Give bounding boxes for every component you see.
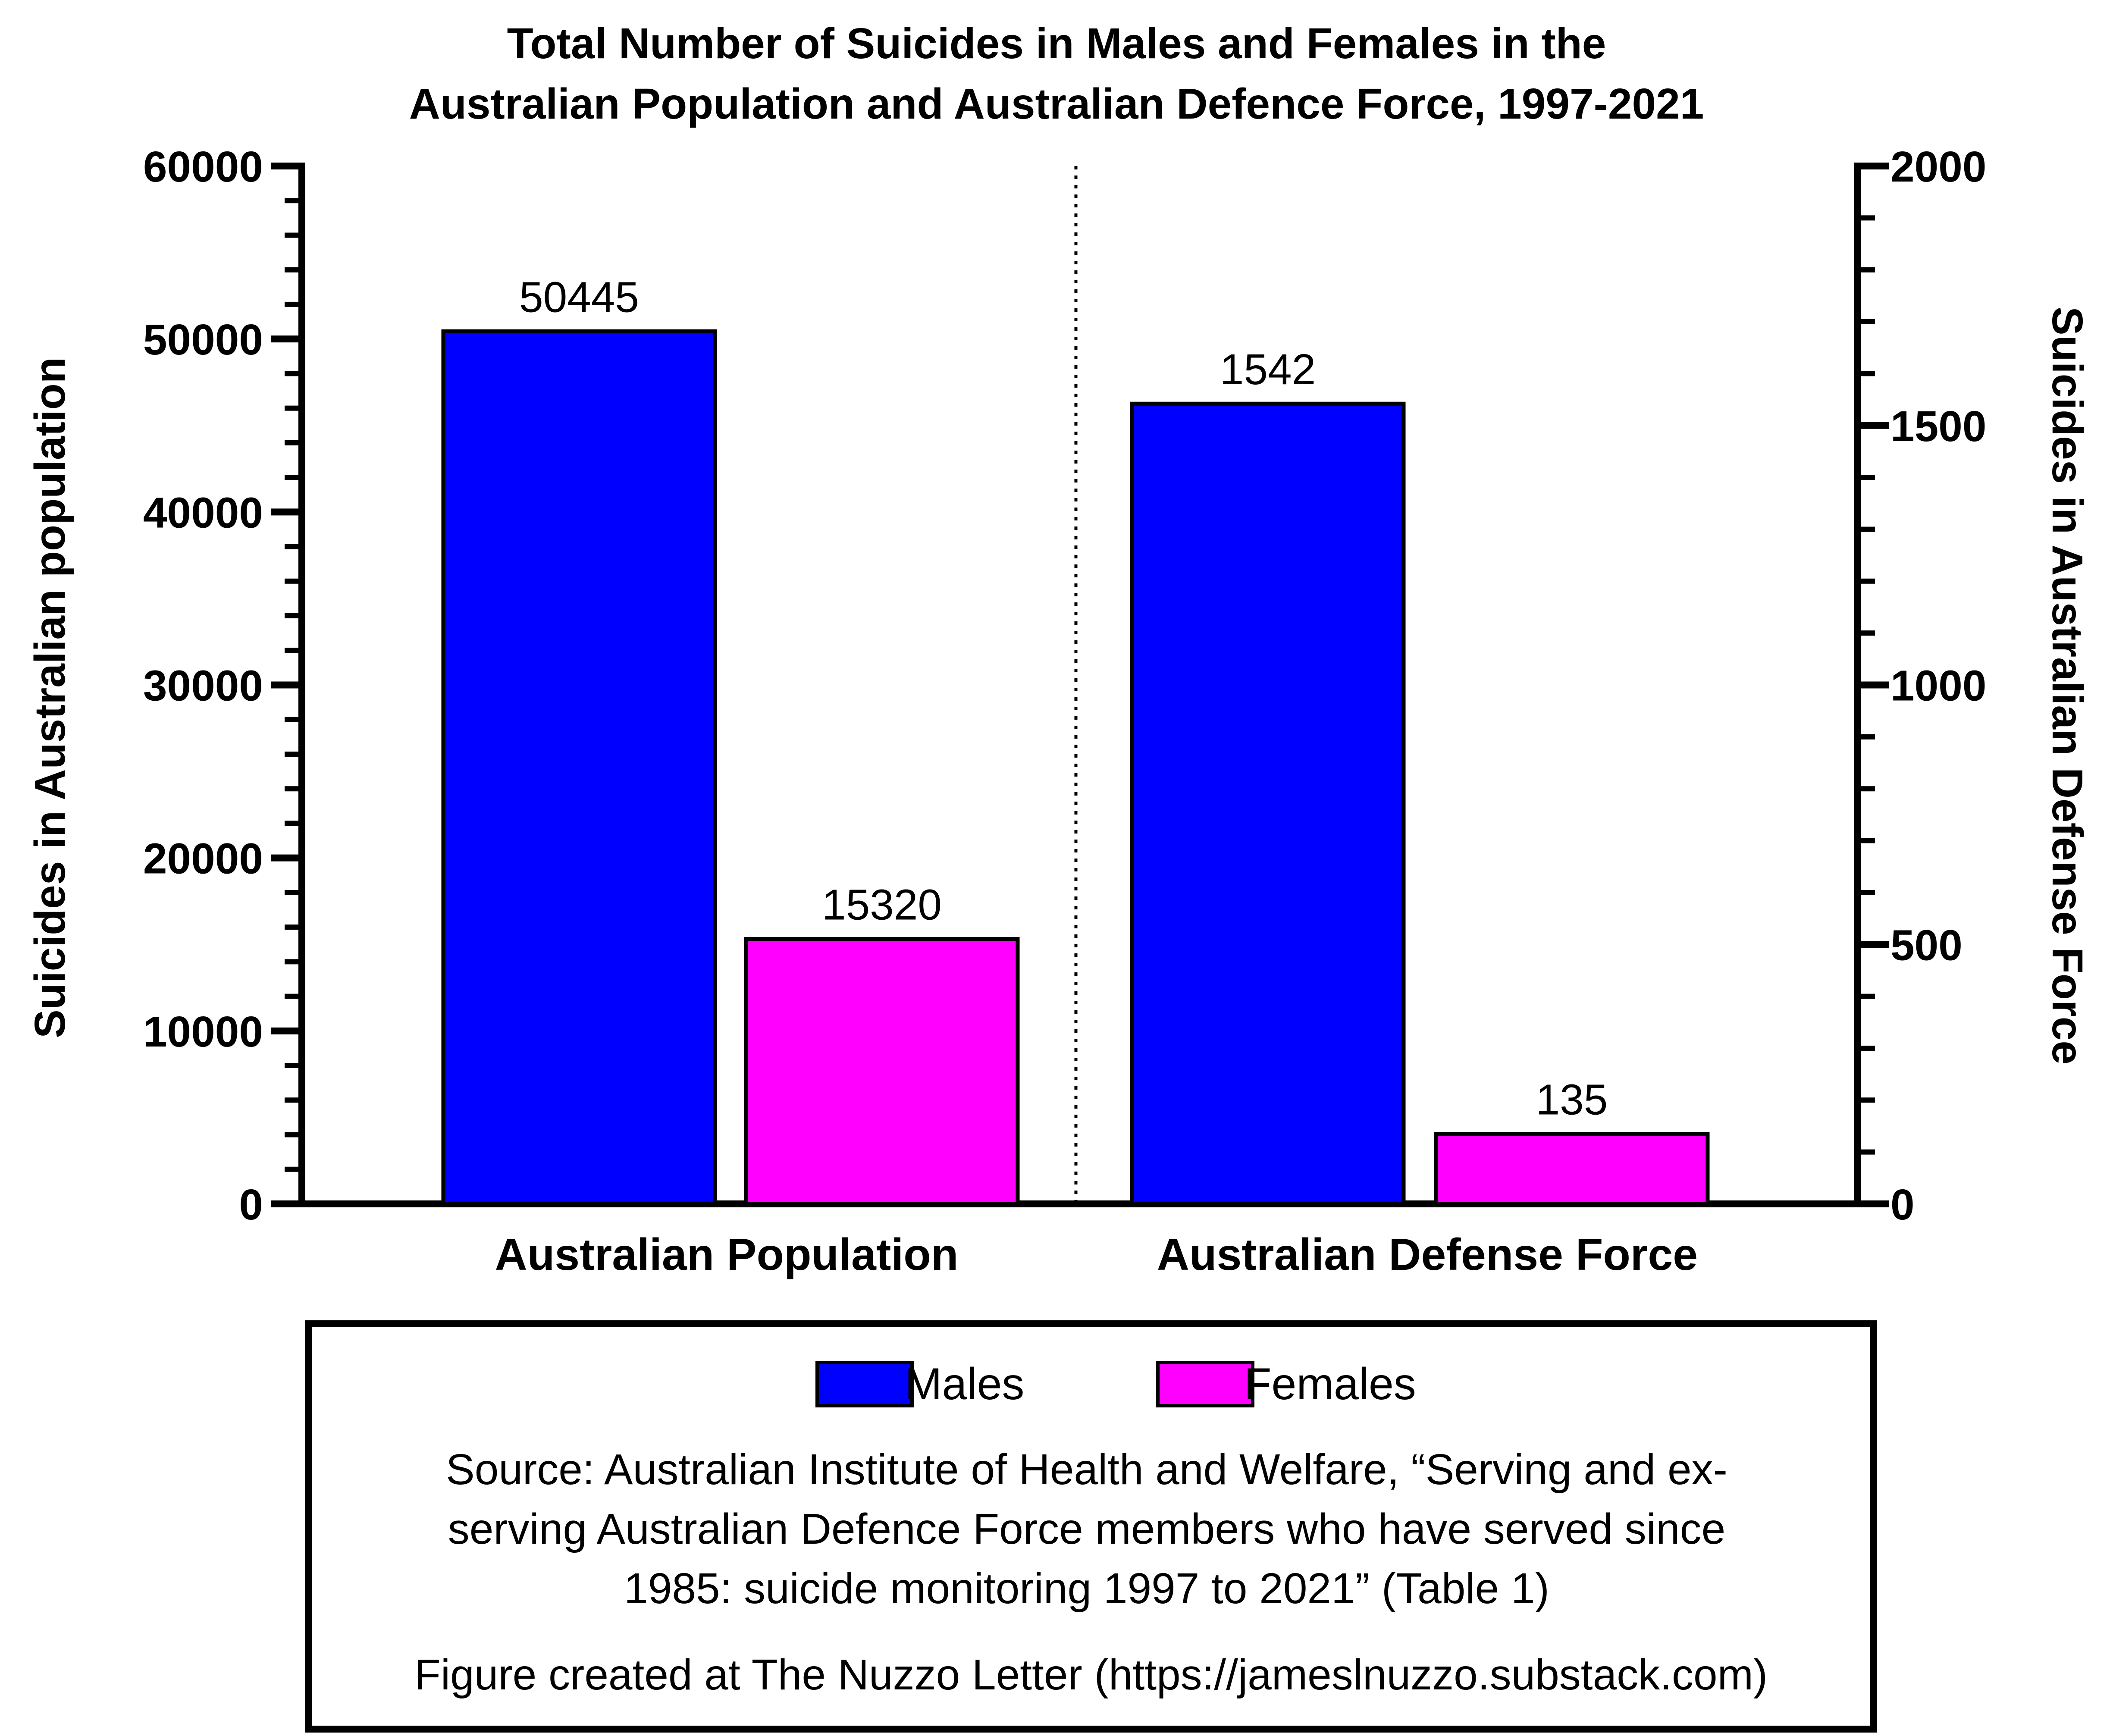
right-axis-title: Suicides in Australian Defense Force	[2043, 307, 2091, 1065]
left-tick-label: 60000	[143, 143, 263, 191]
bar-females-0	[746, 939, 1018, 1204]
source-line-1: Source: Australian Institute of Health and Welfare, “Serving and ex-	[446, 1445, 1727, 1494]
legend-label-males: Males	[905, 1359, 1025, 1409]
credit-line: Figure created at The Nuzzo Letter (https://jameslnuzzo.substack.com)	[414, 1651, 1768, 1699]
right-tick-label: 1500	[1890, 402, 1987, 451]
left-tick-label: 10000	[143, 1007, 263, 1056]
source-line-2: serving Australian Defence Force members who have served since	[448, 1505, 1726, 1553]
legend-swatch-males	[817, 1363, 912, 1406]
right-tick-label: 500	[1890, 921, 1963, 970]
bar-value-label: 1542	[1220, 345, 1316, 394]
bar-value-label: 135	[1536, 1075, 1608, 1124]
chart-title-line-2: Australian Population and Australian Defence Force, 1997-2021	[409, 80, 1704, 128]
category-label-australian-defense-force: Australian Defense Force	[1157, 1230, 1698, 1280]
bar-value-label: 50445	[519, 273, 640, 322]
legend-label-females: Females	[1244, 1359, 1416, 1409]
right-tick-label: 2000	[1890, 143, 1987, 191]
legend-swatch-females	[1158, 1363, 1253, 1406]
left-tick-label: 40000	[143, 489, 263, 537]
bar-males-1	[1132, 404, 1404, 1204]
axes	[143, 143, 1987, 1229]
left-axis-title: Suicides in Australian population	[26, 357, 74, 1038]
left-tick-label: 20000	[143, 834, 263, 883]
chart-title-line-1: Total Number of Suicides in Males and Females in the	[507, 19, 1606, 68]
right-tick-label: 1000	[1890, 661, 1987, 710]
bar-females-1	[1436, 1134, 1708, 1204]
left-tick-label: 0	[239, 1181, 263, 1229]
source-line-3: 1985: suicide monitoring 1997 to 2021” (Table 1)	[624, 1564, 1549, 1613]
left-tick-label: 50000	[143, 316, 263, 364]
category-label-australian-population: Australian Population	[495, 1230, 959, 1280]
bar-males-0	[443, 331, 715, 1204]
bar-value-label: 15320	[821, 881, 942, 929]
left-tick-label: 30000	[143, 661, 263, 710]
right-tick-label: 0	[1890, 1181, 1915, 1229]
